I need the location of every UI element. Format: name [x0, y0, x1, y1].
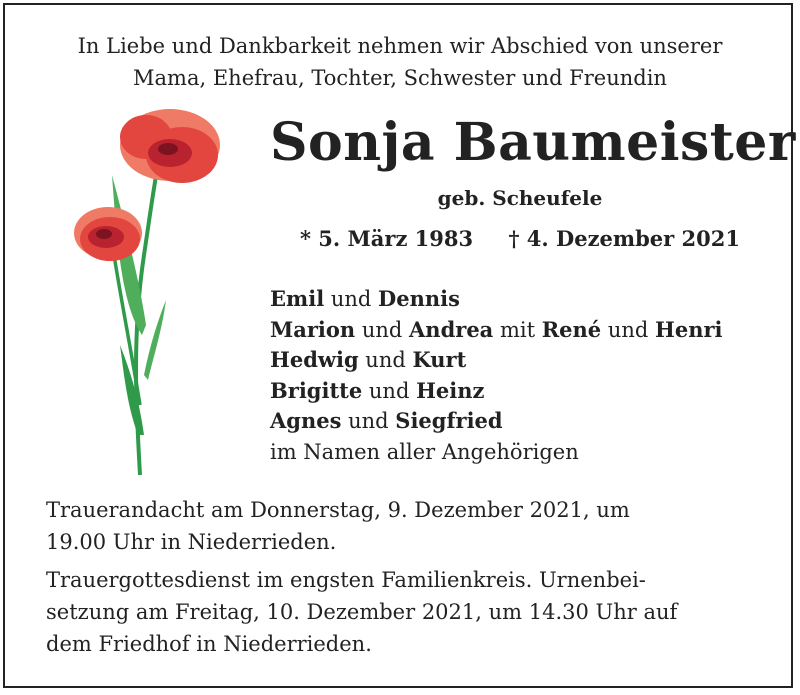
- service-line-1: Trauerandacht am Donnerstag, 9. Dezember 2021, um: [46, 498, 630, 522]
- funeral-line-1: Trauergottesdienst im engsten Familienkreis. Urnenbei-: [46, 568, 646, 592]
- intro-text: [0, 30, 800, 94]
- mourner-name: Hedwig: [270, 347, 359, 372]
- service-line-2: 19.00 Uhr in Niederrieden.: [46, 530, 337, 554]
- intro-line-2: Mama, Ehefrau, Tochter, Schwester und Freundin: [133, 66, 667, 90]
- mourners-closing: im Namen aller Angehörigen: [270, 439, 579, 464]
- mourners-list: [270, 284, 723, 467]
- mourner-name: Dennis: [378, 286, 460, 311]
- mourner-name: Kurt: [412, 347, 467, 372]
- mourner-name: Brigitte: [270, 377, 363, 403]
- deceased-name: Sonja Baumeister: [270, 112, 796, 173]
- birth-name: geb. Scheufele: [437, 186, 603, 210]
- birth-date: * 5. März 1983: [300, 226, 474, 251]
- mourner-name: Emil: [270, 286, 325, 311]
- poppy-flowers-illustration: [62, 105, 232, 480]
- mourners-row: [270, 345, 723, 376]
- intro-line-1: In Liebe und Dankbarkeit nehmen wir Abschied von unserer: [77, 34, 723, 58]
- joiner: und: [358, 348, 413, 372]
- mourners-row: [270, 406, 723, 437]
- death-date: † 4. Dezember 2021: [508, 226, 740, 251]
- funeral-line-2: setzung am Freitag, 10. Dezember 2021, um 14.30 Uhr auf: [46, 600, 678, 624]
- joiner: und: [341, 409, 396, 433]
- mourner-name: Agnes: [270, 408, 342, 433]
- poppy-flower-top: [120, 109, 220, 183]
- mourner-name: René: [541, 316, 602, 342]
- mourner-name: Henri: [655, 316, 723, 342]
- mourners-row: [270, 376, 723, 407]
- joiner: und: [362, 378, 417, 403]
- mourner-name: Andrea: [409, 316, 494, 342]
- mourner-name: Marion: [270, 316, 356, 342]
- mourners-row: [270, 284, 723, 315]
- service-paragraph: [46, 494, 746, 558]
- funeral-paragraph: [46, 564, 746, 660]
- mourner-name: Siegfried: [395, 408, 503, 433]
- poppy-flower-bottom: [74, 207, 142, 261]
- poppy-leaf-3: [144, 300, 166, 380]
- joiner: mit: [493, 317, 542, 342]
- mourner-name: Heinz: [416, 377, 485, 403]
- joiner: und: [355, 317, 410, 342]
- joiner: und: [324, 287, 379, 311]
- joiner: und: [601, 317, 656, 342]
- mourners-row: [270, 315, 723, 346]
- funeral-line-3: dem Friedhof in Niederrieden.: [46, 632, 372, 656]
